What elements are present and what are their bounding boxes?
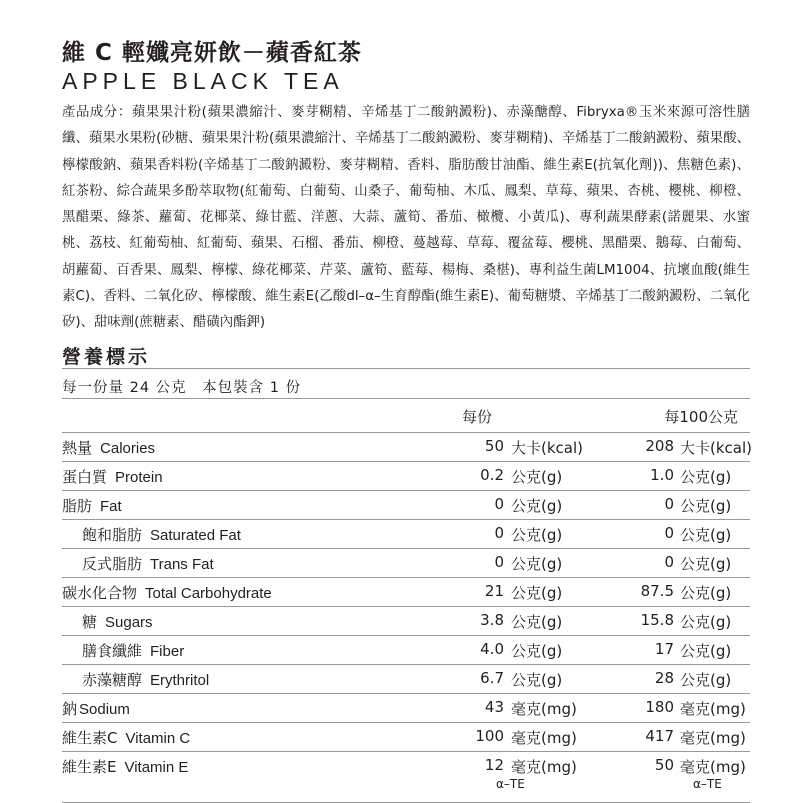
nutrient-name	[82, 669, 209, 690]
nutrition-row-fat	[62, 490, 750, 519]
nutrient-name-cn: 飽和脂肪	[82, 526, 143, 544]
nutrient-name-cn: 鈉	[62, 700, 78, 718]
nutrient-name-en: Protein	[115, 469, 163, 486]
nutrient-name-en: Vitamin C	[125, 730, 191, 747]
per-100g-unit: 公克(g)	[680, 584, 732, 602]
nutrient-name-en: Sodium	[79, 701, 130, 718]
per-100g-value: 87.5	[640, 582, 674, 600]
column-header-per-serving: 每份	[462, 408, 493, 426]
nutrition-facts-title: 營養標示	[62, 346, 151, 368]
nutrient-name-cn: 熱量	[62, 439, 93, 457]
per-100g-value: 180	[645, 698, 674, 716]
nutrition-row-protein	[62, 461, 750, 490]
nutrient-name-cn: 維生素C	[62, 729, 118, 747]
nutrition-row-erythritol	[62, 664, 750, 693]
per-serving-value: 50	[484, 437, 504, 455]
nutrition-row-sugars	[62, 606, 750, 635]
nutrient-name-en: Sugars	[105, 614, 153, 631]
nutrient-name	[62, 727, 190, 748]
per-serving-value: 0	[494, 553, 504, 571]
nutrition-row-vitamin-e	[62, 751, 750, 803]
product-title-english: APPLE BLACK TEA	[62, 68, 344, 94]
nutrient-name-cn: 糖	[82, 613, 98, 631]
nutrient-name-en: Trans Fat	[150, 556, 214, 573]
per-100g-unit: 毫克(mg)	[680, 700, 746, 718]
per-100g-value: 28	[654, 669, 674, 687]
per-100g-value: 208	[645, 437, 674, 455]
nutrient-name-en: Saturated Fat	[150, 527, 241, 544]
per-serving-value: 0	[494, 524, 504, 542]
nutrition-row-carbohydrate	[62, 577, 750, 606]
per-100g-unit: 大卡(kcal)	[680, 439, 752, 457]
per-serving-unit: 毫克(mg)	[511, 729, 577, 747]
nutrient-name-en: Fat	[100, 498, 122, 515]
per-serving-unit: 公克(g)	[511, 555, 563, 573]
nutrient-name-cn: 蛋白質	[62, 468, 108, 486]
per-serving-unit-note: α–TE	[496, 777, 525, 791]
nutrient-name-cn: 碳水化合物	[62, 584, 138, 602]
nutrition-row-calories	[62, 432, 750, 461]
product-title-chinese: 維 C 輕孅亮妍飲－蘋香紅茶	[62, 40, 362, 66]
per-serving-value: 0.2	[480, 466, 504, 484]
nutrition-row-sodium	[62, 693, 750, 722]
per-100g-value: 417	[645, 727, 674, 745]
nutrient-name-cn: 脂肪	[62, 497, 93, 515]
per-serving-value: 6.7	[480, 669, 504, 687]
nutrient-name	[82, 640, 184, 661]
per-100g-unit: 毫克(mg)	[680, 758, 746, 776]
per-serving-unit: 公克(g)	[511, 526, 563, 544]
per-serving-value: 21	[484, 582, 504, 600]
per-serving-value: 4.0	[480, 640, 504, 658]
per-serving-value: 12	[484, 756, 504, 774]
ingredients-paragraph: 產品成分：蘋果果汁粉(蘋果濃縮汁、麥芽糊精、辛烯基丁二酸鈉澱粉)、赤藻醣醇、Fibryxa®玉米來源可溶性膳纖、蘋果水果粉(砂糖、蘋果果汁粉(蘋果濃縮汁、辛烯基丁二酸鈉澱粉、麥芽糊精)、辛烯基丁二酸鈉澱粉、蘋果酸、檸檬酸鈉、蘋果香料粉(辛烯基丁二酸鈉澱粉、麥芽糊精、香料、脂肪酸甘油酯、維生素E(抗氧化劑))、焦糖色素)、紅茶粉、綜合蔬果多酚萃取物(紅葡萄、白葡萄、山桑子、葡萄柚、木瓜、鳳梨、草莓、蘋果、杏桃、櫻桃、柳橙、黑醋栗、綠茶、蘿蔔、花椰菜、綠甘藍、洋蔥、大蒜、蘆筍、番茄、橄欖、小黃瓜)、專利蔬果酵素(諾麗果、水蜜桃、荔枝、紅葡萄柚、紅葡萄、蘋果、石榴、番茄、柳橙、蔓越莓、草莓、覆盆莓、櫻桃、黑醋栗、鵝莓、白葡萄、胡蘿蔔、百香果、鳳梨、檸檬、綠花椰菜、芹菜、蘆筍、藍莓、楊梅、桑椹)、專利益生菌LM1004、抗壞血酸(維生素C)、香料、二氧化矽、檸檬酸、維生素E(乙酸dl–α–生育醇酯(維生素E)、葡萄糖漿、辛烯基丁二酸鈉澱粉、二氧化矽)、甜味劑(蔗糖素、醋磺內酯鉀)	[62, 105, 750, 331]
nutrient-name-en: Calories	[100, 440, 156, 457]
per-serving-unit: 公克(g)	[511, 497, 563, 515]
per-serving-unit: 公克(g)	[511, 584, 563, 602]
column-header-per-100g: 每100公克	[664, 408, 738, 426]
per-100g-unit: 公克(g)	[680, 642, 732, 660]
per-100g-value: 0	[664, 553, 674, 571]
per-100g-unit-note: α–TE	[693, 777, 722, 791]
per-100g-unit: 公克(g)	[680, 497, 732, 515]
per-100g-value: 0	[664, 495, 674, 513]
per-serving-value: 0	[494, 495, 504, 513]
nutrition-row-trans-fat	[62, 548, 750, 577]
per-100g-value: 0	[664, 524, 674, 542]
nutrient-name	[62, 582, 272, 603]
per-100g-value: 15.8	[640, 611, 674, 629]
per-100g-unit: 公克(g)	[680, 526, 732, 544]
nutrient-name	[82, 524, 241, 545]
per-serving-value: 3.8	[480, 611, 504, 629]
per-serving-unit: 公克(g)	[511, 642, 563, 660]
per-100g-value: 17	[654, 640, 674, 658]
per-100g-value: 50	[654, 756, 674, 774]
nutrition-top-divider	[62, 368, 750, 369]
nutrient-name-en: Total Carbohydrate	[145, 585, 272, 602]
nutrient-name	[82, 553, 214, 574]
per-serving-value: 100	[475, 727, 504, 745]
per-100g-unit: 公克(g)	[680, 613, 732, 631]
nutrient-name-en: Erythritol	[150, 672, 210, 689]
nutrient-name	[62, 495, 122, 516]
per-100g-unit: 公克(g)	[680, 671, 732, 689]
per-serving-unit: 毫克(mg)	[511, 700, 577, 718]
nutrient-name-en: Fiber	[150, 643, 185, 660]
nutrition-row-fiber	[62, 635, 750, 664]
nutrition-table	[62, 432, 750, 803]
per-serving-unit: 公克(g)	[511, 671, 563, 689]
per-serving-unit: 大卡(kcal)	[511, 439, 583, 457]
per-serving-unit: 毫克(mg)	[511, 758, 577, 776]
nutrient-name-en: Vitamin E	[124, 759, 189, 776]
serving-divider	[62, 398, 750, 399]
nutrient-name	[82, 611, 153, 632]
nutrient-name-cn: 維生素E	[62, 758, 117, 776]
nutrient-name	[62, 466, 163, 487]
nutrition-row-saturated-fat	[62, 519, 750, 548]
nutrient-name-cn: 膳食纖維	[82, 642, 143, 660]
nutrient-name-cn: 反式脂肪	[82, 555, 143, 573]
per-serving-value: 43	[484, 698, 504, 716]
nutrient-name-cn: 赤藻糖醇	[82, 671, 143, 689]
nutrient-name	[62, 437, 155, 458]
nutrient-name	[62, 698, 130, 719]
per-serving-unit: 公克(g)	[511, 613, 563, 631]
per-100g-unit: 公克(g)	[680, 468, 732, 486]
per-100g-value: 1.0	[650, 466, 674, 484]
nutrition-row-vitamin-c	[62, 722, 750, 751]
per-serving-unit: 公克(g)	[511, 468, 563, 486]
serving-size-text: 每一份量 24 公克 本包裝含 1 份	[62, 380, 302, 396]
per-100g-unit: 公克(g)	[680, 555, 732, 573]
nutrient-name	[62, 756, 188, 777]
per-100g-unit: 毫克(mg)	[680, 729, 746, 747]
